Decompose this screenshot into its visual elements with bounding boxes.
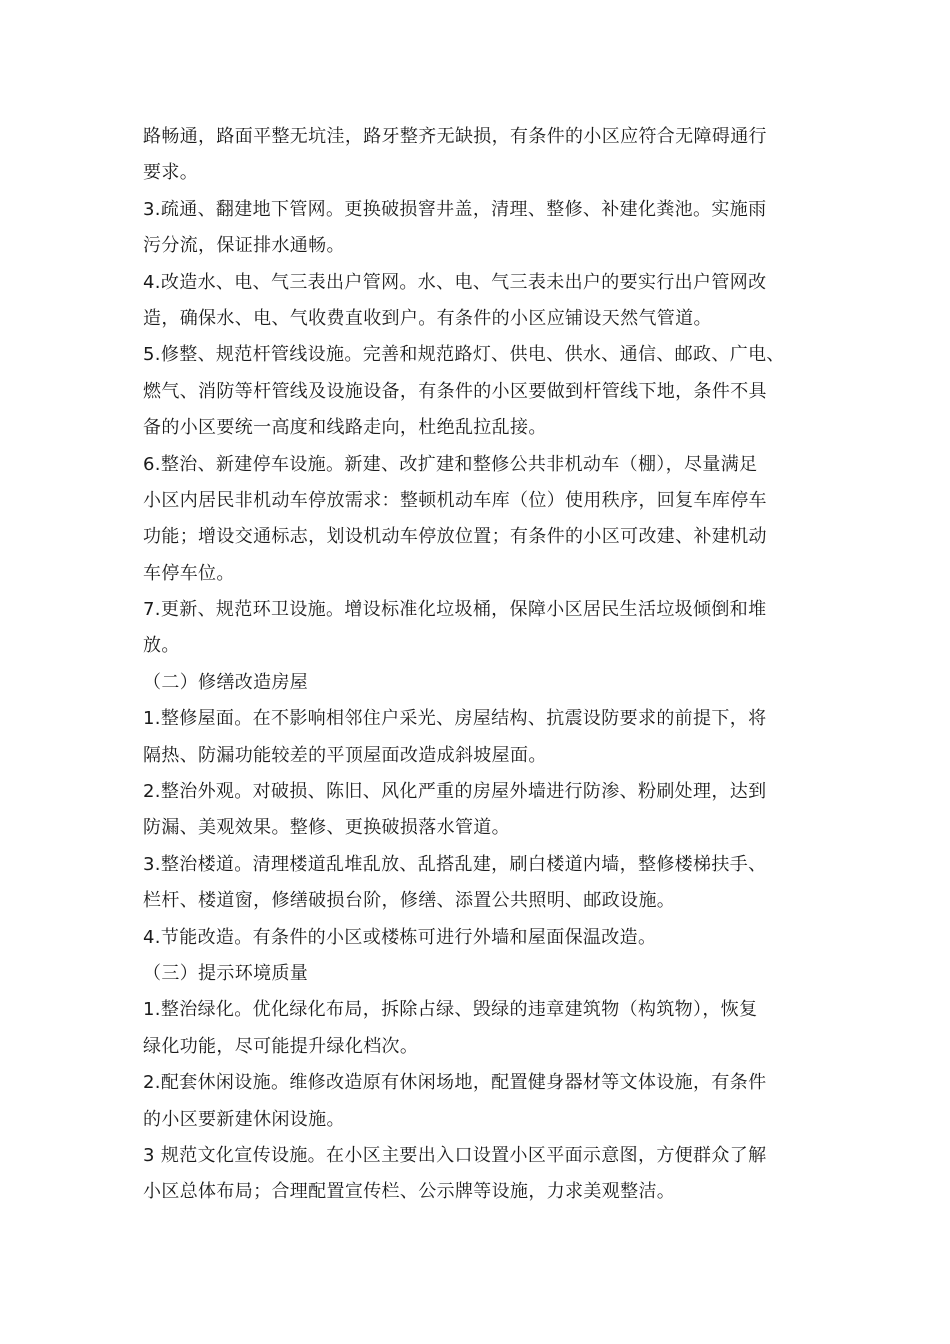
text-line: 2.配套休闲设施。维修改造原有休闲场地，配置健身器材等文体设施，有条件 bbox=[143, 1072, 767, 1094]
text-line: 5.修整、规范杆管线设施。完善和规范路灯、供电、供水、通信、邮政、广电、 bbox=[143, 344, 785, 366]
text-line: 4.改造水、电、气三表出户管网。水、电、气三表未出户的要实行出户管网改 bbox=[143, 271, 767, 293]
text-line: 放。 bbox=[143, 635, 180, 657]
text-line: 栏杆、楼道窗，修缮破损台阶，修缮、添置公共照明、邮政设施。 bbox=[143, 890, 676, 912]
text-line: 绿化功能，尽可能提升绿化档次。 bbox=[143, 1035, 419, 1057]
text-line: 4.节能改造。有条件的小区或楼栋可进行外墙和屋面保温改造。 bbox=[143, 926, 657, 948]
text-line: 的小区要新建休闲设施。 bbox=[143, 1108, 345, 1130]
text-line: 隔热、防漏功能较差的平顶屋面改造成斜坡屋面。 bbox=[143, 744, 547, 766]
text-line: 路畅通，路面平整无坑洼，路牙整齐无缺损，有条件的小区应符合无障碍通行 bbox=[143, 126, 767, 147]
section-heading: （二）修缮改造房屋 bbox=[143, 671, 309, 693]
text-line: 车停车位。 bbox=[143, 562, 235, 584]
text-line: 小区内居民非机动车停放需求：整顿机动车库（位）使用秩序，回复车库停车 bbox=[143, 489, 767, 511]
text-line: 燃气、消防等杆管线及设施设备，有条件的小区要做到杆管线下地，条件不具 bbox=[143, 380, 767, 402]
document-body bbox=[143, 119, 813, 1211]
text-line: 要求。 bbox=[143, 162, 199, 184]
text-line: 3.疏通、翻建地下管网。更换破损窨井盖，清理、整修、补建化粪池。实施雨 bbox=[143, 198, 767, 220]
text-line: 1.整治绿化。优化绿化布局，拆除占绿、毁绿的违章建筑物（构筑物），恢复 bbox=[143, 999, 758, 1021]
text-line: 6.整治、新建停车设施。新建、改扩建和整修公共非机动车（棚），尽量满足 bbox=[143, 453, 758, 475]
text-line: 3 规范文化宣传设施。在小区主要出入口设置小区平面示意图，方便群众了解 bbox=[143, 1144, 767, 1166]
text-line: 功能；增设交通标志，划设机动车停放位置；有条件的小区可改建、补建机动 bbox=[143, 526, 767, 548]
text-line: 小区总体布局；合理配置宣传栏、公示牌等设施，力求美观整洁。 bbox=[143, 1181, 676, 1203]
text-line: 造，确保水、电、气收费直收到户。有条件的小区应铺设天然气管道。 bbox=[143, 307, 712, 329]
text-line: 污分流，保证排水通畅。 bbox=[143, 235, 345, 257]
text-line: 1.整修屋面。在不影响相邻住户采光、房屋结构、抗震设防要求的前提下，将 bbox=[143, 708, 767, 730]
text-line: 7.更新、规范环卫设施。增设标准化垃圾桶，保障小区居民生活垃圾倾倒和堆 bbox=[143, 599, 767, 621]
text-line: 备的小区要统一高度和线路走向，杜绝乱拉乱接。 bbox=[143, 417, 547, 439]
text-line: 防漏、美观效果。整修、更换破损落水管道。 bbox=[143, 817, 510, 839]
text-line: 3.整治楼道。清理楼道乱堆乱放、乱搭乱建，刷白楼道内墙，整修楼梯扶手、 bbox=[143, 853, 767, 875]
text-line: 2.整治外观。对破损、陈旧、风化严重的房屋外墙进行防渗、粉刷处理，达到 bbox=[143, 781, 767, 803]
section-heading: （三）提示环境质量 bbox=[143, 962, 309, 984]
